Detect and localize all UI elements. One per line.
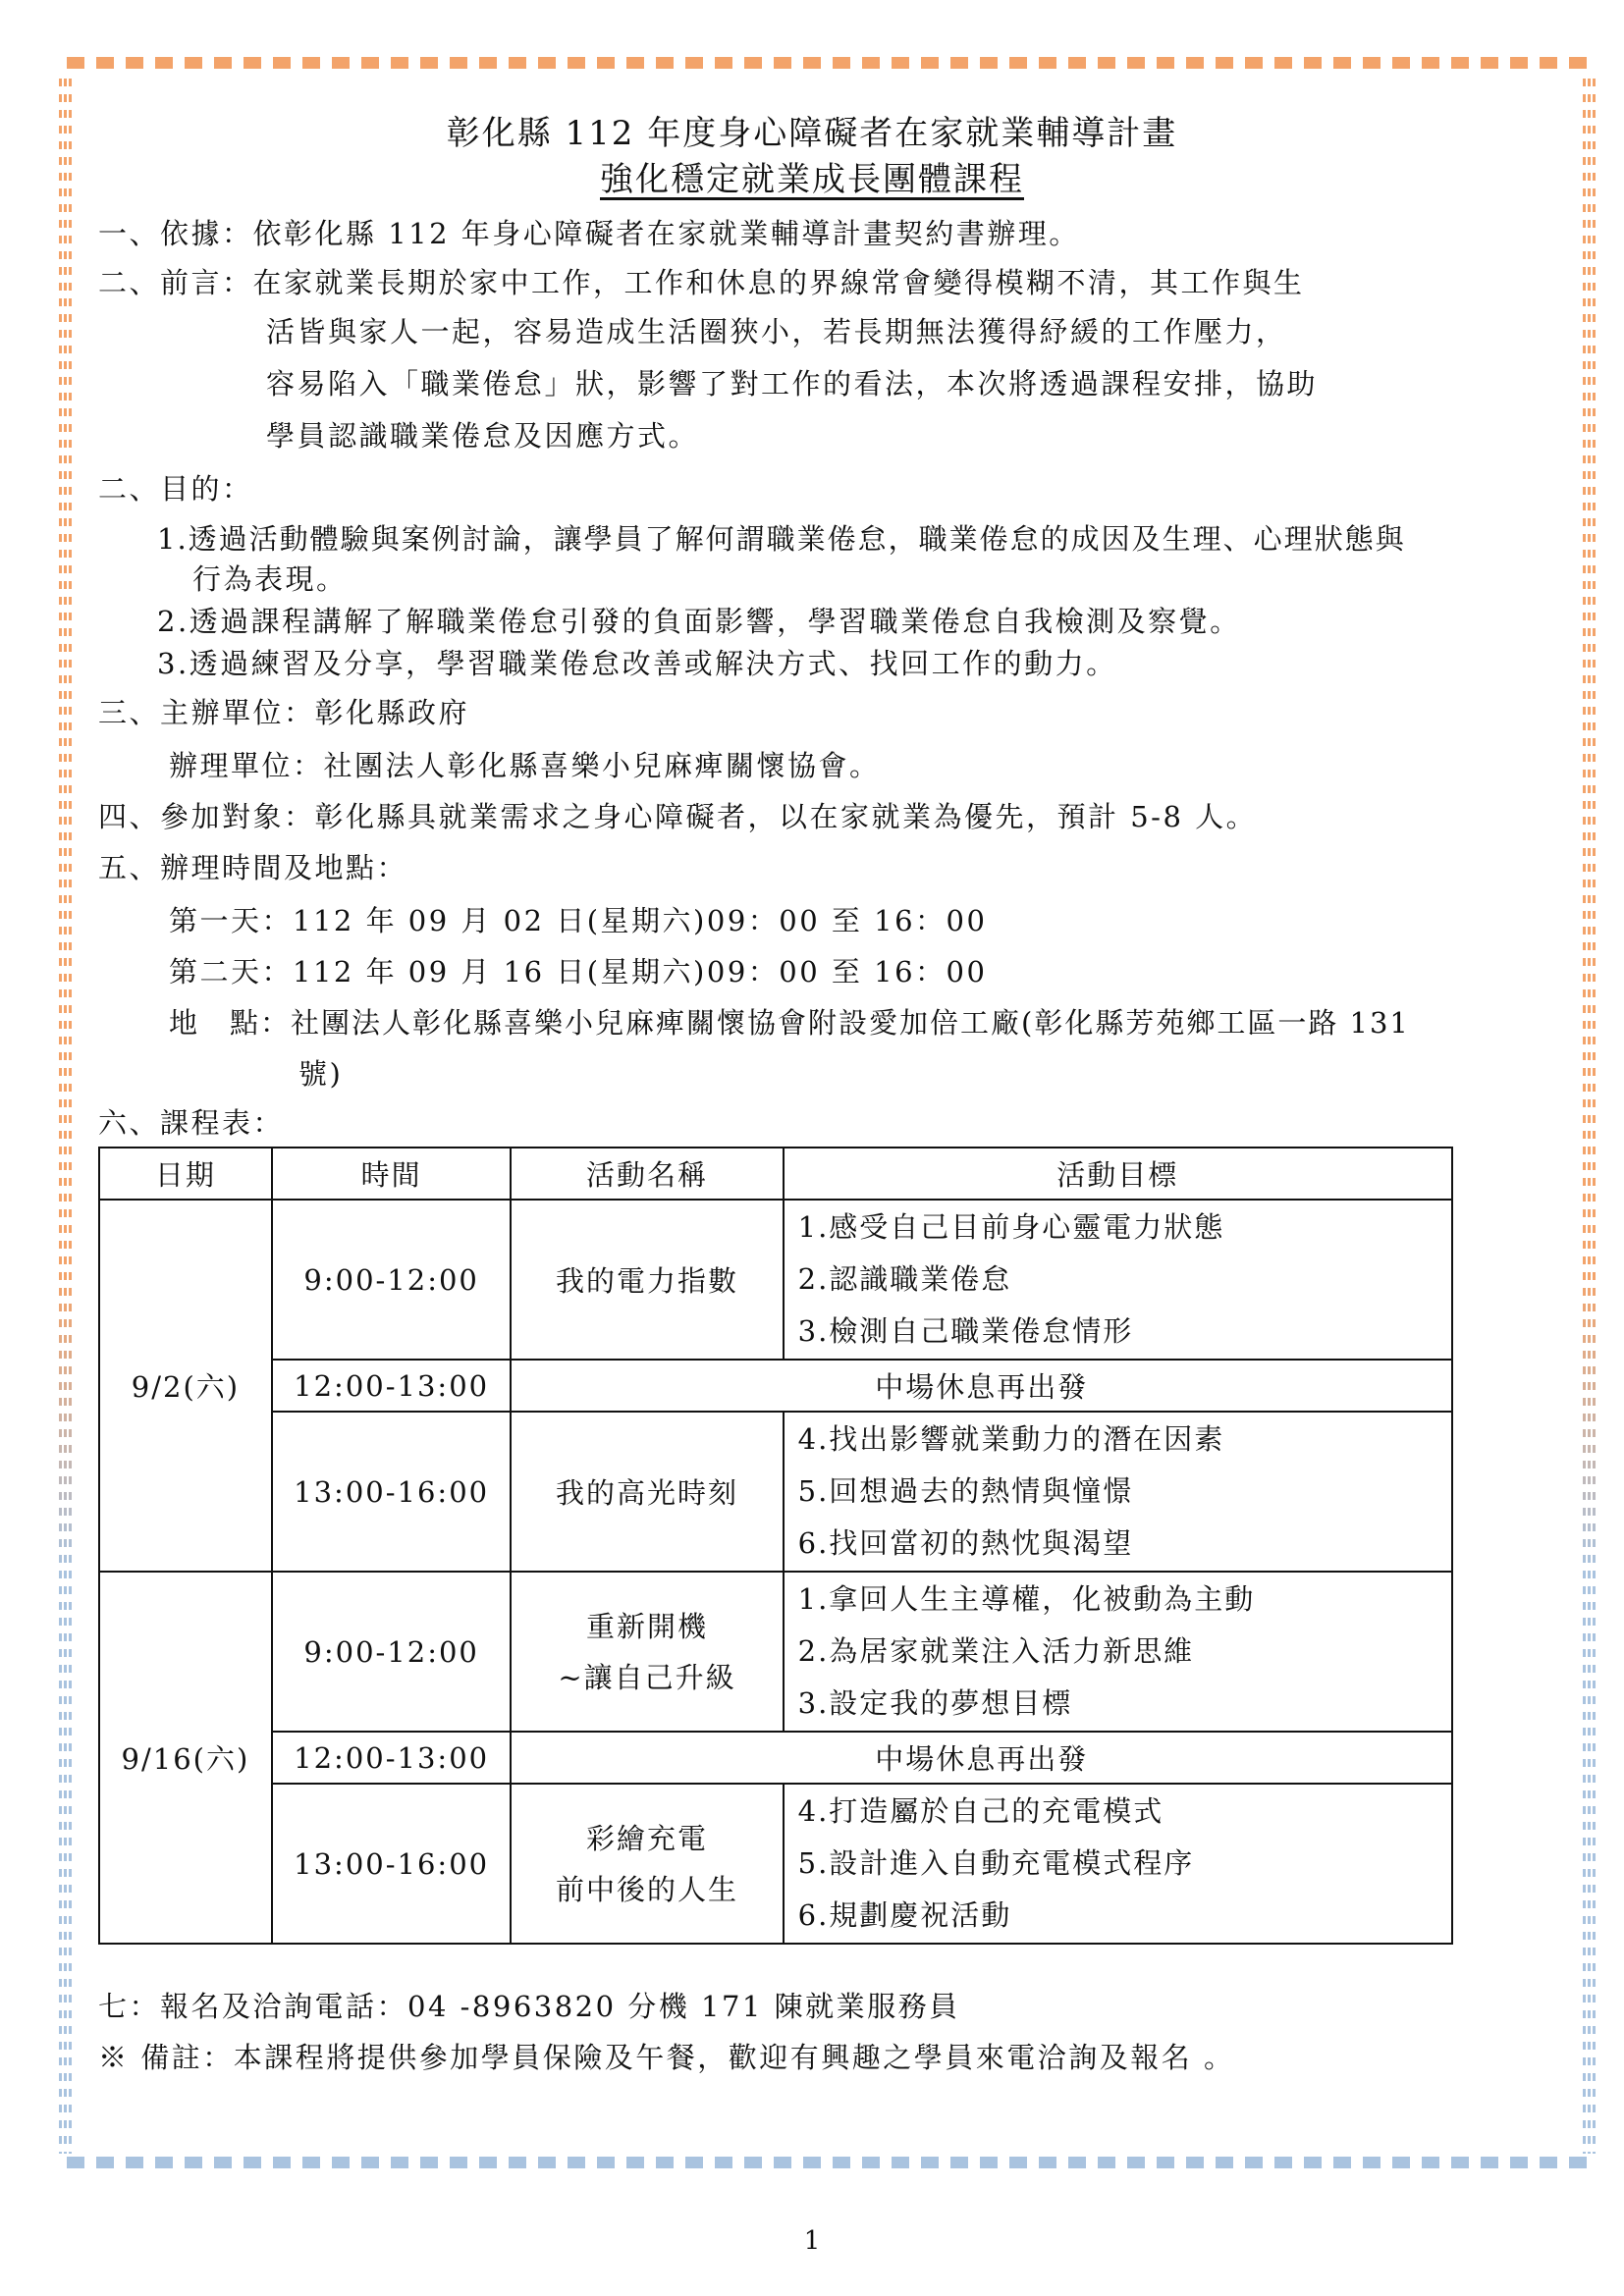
document-title: 彰化縣 112 年度身心障礙者在家就業輔導計畫: [446, 114, 1178, 153]
break-row: [99, 1732, 1452, 1784]
column-header-time: 時間: [272, 1148, 512, 1200]
time-cell: 13:00-16:00: [272, 1784, 512, 1944]
table-row: [99, 1200, 1452, 1360]
column-header-date: 日期: [99, 1148, 272, 1200]
participants-line: 四、參加對象：彰化縣具就業需求之身心障礙者，以在家就業為優先，預計 5-8 人。: [98, 800, 1258, 833]
goal-item: 6.規劃慶祝活動: [797, 1898, 1012, 1932]
goal-item: 6.找回當初的熱忱與渴望: [797, 1526, 1134, 1560]
goal-item: 4.找出影響就業動力的潛在因素: [797, 1422, 1225, 1456]
break-cell: 中場休息再出發: [511, 1360, 1452, 1412]
subtitle-text: 強化穩定就業成長團體課程: [600, 160, 1024, 199]
goal-item: 5.回想過去的熱情與憧憬: [797, 1474, 1134, 1508]
break-cell: 中場休息再出發: [511, 1732, 1452, 1784]
goals-cell: [784, 1412, 1452, 1572]
schedule-heading: 五、辦理時間及地點：: [98, 851, 408, 884]
purpose-item-1-cont: 行為表現。: [192, 562, 348, 596]
document-subtitle: [0, 152, 1624, 200]
activity-name-line: 重新開機: [586, 1609, 709, 1643]
decorative-border-top: [67, 57, 1594, 69]
activity-name-cell: 我的電力指數: [511, 1200, 783, 1360]
preface-line-4: 學員認識職業倦怠及因應方式。: [266, 419, 700, 453]
time-cell: 12:00-13:00: [272, 1360, 512, 1412]
goal-item: 3.檢測自己職業倦怠情形: [797, 1314, 1134, 1348]
goal-item: 2.認識職業倦怠: [797, 1262, 1012, 1296]
note-line: ※ 備註：本課程將提供參加學員保險及午餐，歡迎有興趣之學員來電洽詢及報名 。: [98, 2041, 1235, 2074]
time-cell: 13:00-16:00: [272, 1412, 512, 1572]
schedule-location-cont: 號): [298, 1057, 344, 1091]
goal-item: 1.感受自己目前身心靈電力狀態: [797, 1210, 1225, 1244]
time-cell: 12:00-13:00: [272, 1732, 512, 1784]
goals-cell: [784, 1572, 1452, 1732]
preface-line-1: 二、前言：在家就業長期於家中工作，工作和休息的界線常會變得模糊不清，其工作與生: [98, 266, 1305, 299]
goals-cell: [784, 1784, 1452, 1944]
time-cell: 9:00-12:00: [272, 1572, 512, 1732]
time-cell: 9:00-12:00: [272, 1200, 512, 1360]
activity-name-line: 彩繪充電: [586, 1821, 709, 1855]
basis-line: 一、依據：依彰化縣 112 年身心障礙者在家就業輔導計畫契約書辦理。: [98, 217, 1080, 250]
decorative-border-bottom: [67, 2157, 1594, 2168]
table-row: [99, 1572, 1452, 1732]
contact-line: 七：報名及洽詢電話：04 -8963820 分機 171 陳就業服務員: [98, 1990, 960, 2023]
break-row: [99, 1360, 1452, 1412]
activity-name-cell: [511, 1784, 783, 1944]
page-number: 1: [803, 2226, 821, 2256]
course-table-heading: 六、課程表：: [98, 1106, 285, 1140]
activity-name-line: ~讓自己升級: [558, 1660, 736, 1694]
preface-line-3: 容易陷入「職業倦怠」狀，影響了對工作的看法，本次將透過課程安排，協助: [266, 367, 1319, 400]
schedule-day-1: 第一天：112 年 09 月 02 日(星期六)09：00 至 16：00: [169, 904, 988, 937]
purpose-heading: 二、目的：: [98, 472, 253, 506]
goal-item: 5.設計進入自動充電模式程序: [797, 1846, 1195, 1880]
decorative-border-right: [1583, 71, 1597, 2154]
activity-name-line: 前中後的人生: [556, 1872, 739, 1906]
activity-name-cell: [511, 1572, 783, 1732]
date-cell: 9/16(六): [99, 1572, 272, 1944]
course-table: [98, 1147, 1453, 1945]
preface-line-2: 活皆與家人一起，容易造成生活圈狹小，若長期無法獲得紓緩的工作壓力，: [266, 315, 1287, 348]
purpose-item-2: 2.透過課程講解了解職業倦怠引發的負面影響，學習職業倦怠自我檢測及察覺。: [157, 605, 1241, 638]
goal-item: 1.拿回人生主導權，化被動為主動: [797, 1582, 1256, 1616]
date-cell: 9/2(六): [99, 1200, 272, 1572]
table-row: [99, 1412, 1452, 1572]
column-header-goals: 活動目標: [784, 1148, 1452, 1200]
purpose-item-1: 1.透過活動體驗與案例討論，讓學員了解何謂職業倦怠，職業倦怠的成因及生理、心理狀態與: [157, 522, 1406, 556]
table-row: [99, 1784, 1452, 1944]
table-header-row: [99, 1148, 1452, 1200]
decorative-border-left: [59, 71, 73, 2154]
goal-item: 4.打造屬於自己的充電模式: [797, 1794, 1164, 1828]
goal-item: 2.為居家就業注入活力新思維: [797, 1634, 1195, 1668]
schedule-day-2: 第二天：112 年 09 月 16 日(星期六)09：00 至 16：00: [169, 955, 988, 988]
column-header-activity: 活動名稱: [511, 1148, 783, 1200]
schedule-location: 地 點：社團法人彰化縣喜樂小兒麻痺關懷協會附設愛加倍工廠(彰化縣芳苑鄉工區一路 131: [169, 1006, 1410, 1040]
organizer-line: 三、主辦單位：彰化縣政府: [98, 696, 470, 729]
activity-name-cell: 我的高光時刻: [511, 1412, 783, 1572]
goals-cell: [784, 1200, 1452, 1360]
executor-line: 辦理單位：社團法人彰化縣喜樂小兒麻痺關懷協會。: [169, 749, 881, 782]
purpose-item-3: 3.透過練習及分享，學習職業倦怠改善或解決方式、找回工作的動力。: [157, 647, 1117, 680]
goal-item: 3.設定我的夢想目標: [797, 1686, 1073, 1720]
